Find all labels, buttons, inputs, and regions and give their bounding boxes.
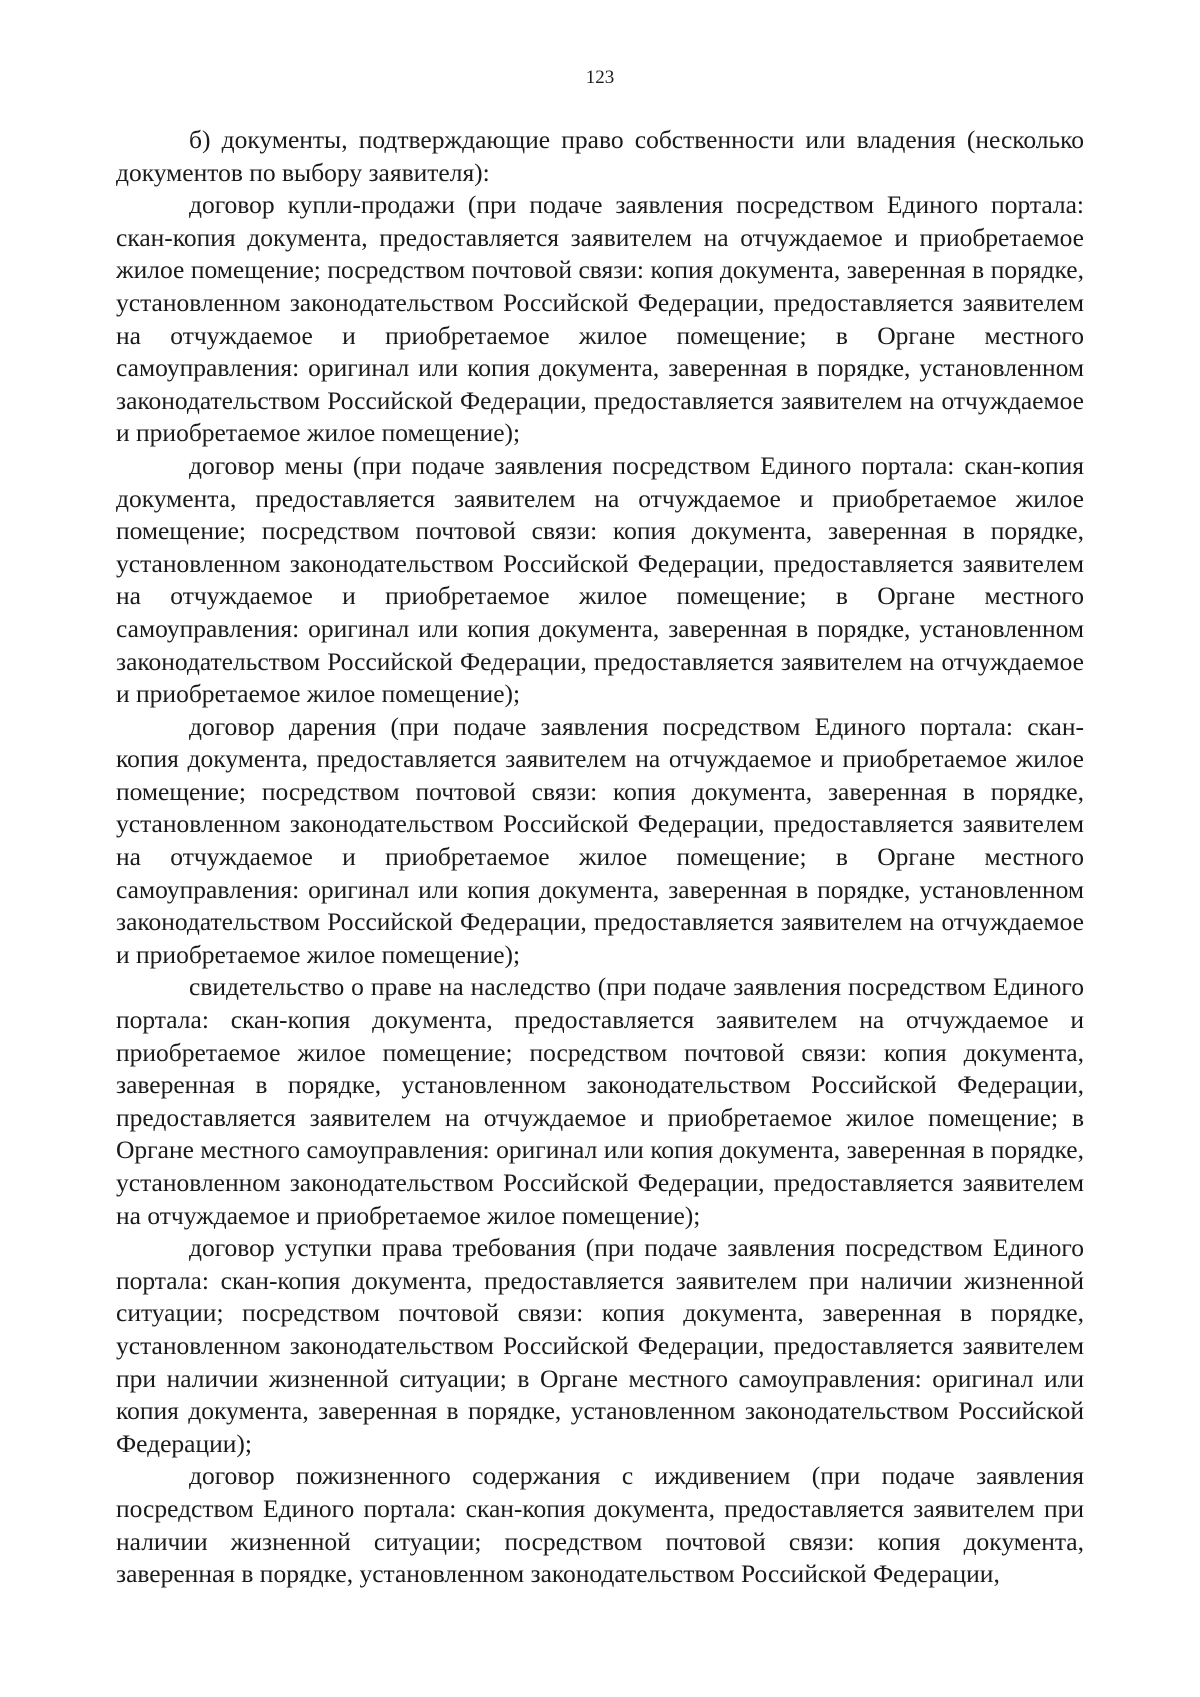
paragraph-exchange-agreement: договор мены (при подаче заявления посредством Единого портала: скан-копия документа, предоставляется заявителем на отчуждаемое и приобретаемое жилое помещение; посредством почтовой связи: копия документа, заверенная в порядке, установленном законодательством Российской Федерации, предоставляется заявителем на отчуждаемое и приобретаемое жилое помещение; в Органе местного самоуправления: оригинал или копия документа, заверенная в порядке, установленном законодательством Российской Федерации, предоставляется заявителем на отчуждаемое и приобретаемое жилое помещение); <box>116 450 1084 709</box>
paragraph-ownership-documents: б) документы, подтверждающие право собственности или владения (несколько документов по выбору заявителя): <box>116 125 1084 187</box>
document-body <box>116 124 1084 1591</box>
paragraph-lifetime-maintenance-agreement: договор пожизненного содержания с иждивением (при подаче заявления посредством Единого портала: скан-копия документа, предоставляется заявителем при наличии жизненной ситуации; посредством почтовой связи: копия документа, заверенная в порядке, установленном законодательством Российской Федерации, <box>116 1461 1084 1589</box>
page-number: 123 <box>585 67 615 88</box>
paragraph-gift-agreement: договор дарения (при подаче заявления посредством Единого портала: скан-копия документа, предоставляется заявителем на отчуждаемое и приобретаемое жилое помещение; посредством почтовой связи: копия документа, заверенная в порядке, установленном законодательством Российской Федерации, предоставляется заявителем на отчуждаемое и приобретаемое жилое помещение; в Органе местного самоуправления: оригинал или копия документа, заверенная в порядке, установленном законодательством Российской Федерации, предоставляется заявителем на отчуждаемое и приобретаемое жилое помещение); <box>116 711 1084 969</box>
paragraph-purchase-agreement: договор купли-продажи (при подаче заявления посредством Единого портала: скан-копия документа, предоставляется заявителем на отчуждаемое и приобретаемое жилое помещение; посредством почтовой связи: копия документа, заверенная в порядке, установленном законодательством Российской Федерации, предоставляется заявителем на отчуждаемое и приобретаемое жилое помещение; в Органе местного самоуправления: оригинал или копия документа, заверенная в порядке, установленном законодательством Российской Федерации, предоставляется заявителем на отчуждаемое и приобретаемое жилое помещение); <box>116 190 1084 448</box>
paragraph-inheritance-certificate: свидетельство о праве на наследство (при подаче заявления посредством Единого портала: скан-копия документа, предоставляется заявителем на отчуждаемое и приобретаемое жилое помещение; посредством почтовой связи: копия документа, заверенная в порядке, установленном законодательством Российской Федерации, предоставляется заявителем на отчуждаемое и приобретаемое жилое помещение; в Органе местного самоуправления: оригинал или копия документа, заверенная в порядке, установленном законодательством Российской Федерации, предоставляется заявителем на отчуждаемое и приобретаемое жилое помещение); <box>116 972 1084 1230</box>
paragraph-assignment-agreement: договор уступки права требования (при подаче заявления посредством Единого портала: скан-копия документа, предоставляется заявителем при наличии жизненной ситуации; посредством почтовой связи: копия документа, заверенная в порядке, установленном законодательством Российской Федерации, предоставляется заявителем при наличии жизненной ситуации; в Органе местного самоуправления: оригинал или копия документа, заверенная в порядке, установленном законодательством Российской Федерации); <box>116 1233 1084 1458</box>
